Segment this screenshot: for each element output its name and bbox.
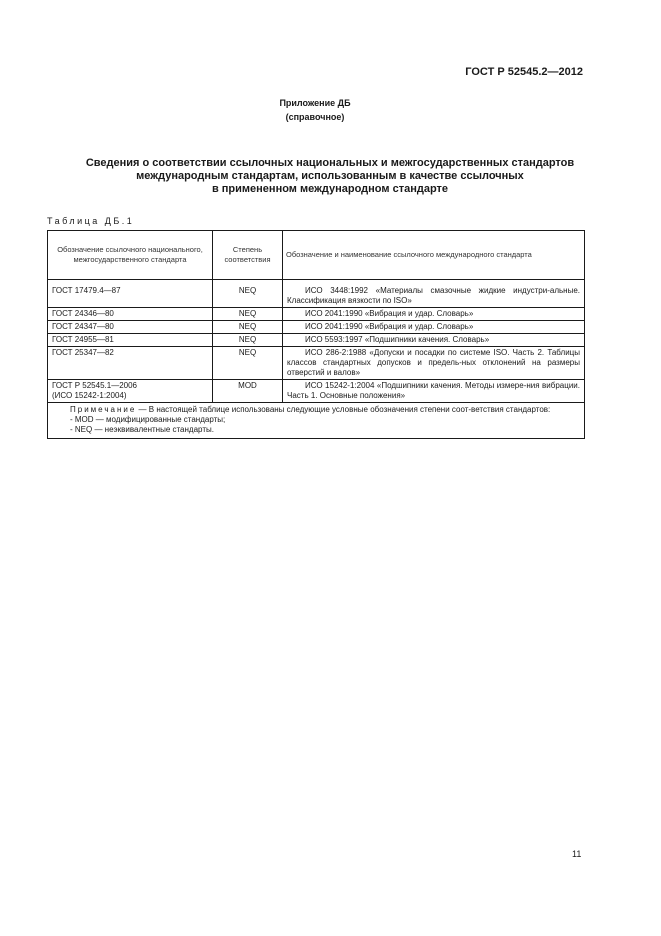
- cell-degree: MOD: [213, 380, 283, 403]
- note-body: — В настоящей таблице использованы следующие условные обозначения степени соот-ветствия стандартов:: [136, 405, 551, 414]
- table-row: [48, 347, 585, 380]
- cell-degree: NEQ: [213, 334, 283, 347]
- cell-international: ИСО 5593:1997 «Подшипники качения. Словарь»: [283, 334, 585, 347]
- cell-standard: ГОСТ 17479.4—87: [48, 280, 213, 308]
- table-note-row: [48, 403, 585, 439]
- table-header-row: [48, 231, 585, 280]
- section-heading: [30, 157, 630, 196]
- cell-standard: [48, 380, 213, 403]
- cell-standard: ГОСТ 24955—81: [48, 334, 213, 347]
- note-item: - MOD — модифицированные стандарты;: [70, 415, 226, 424]
- appendix-subtitle: (справочное): [285, 112, 345, 122]
- table-row: [48, 280, 585, 308]
- table-label: Таблица ДБ.1: [47, 216, 135, 226]
- table-note: [48, 403, 585, 439]
- cell-international: ИСО 286-2:1988 «Допуски и посадки по системе ISO. Часть 2. Таблицы классов стандартных допусков и предель-ных отклонений на размеры отверстий и валов»: [283, 347, 585, 380]
- header-international-standard: Обозначение и наименование ссылочного международного стандарта: [283, 231, 585, 280]
- cell-degree: NEQ: [213, 347, 283, 380]
- cell-international: ИСО 3448:1992 «Материалы смазочные жидкие индустри-альные. Классификация вязкости по ISO»: [283, 280, 585, 308]
- table-row: [48, 321, 585, 334]
- cell-international: ИСО 2041:1990 «Вибрация и удар. Словарь»: [283, 321, 585, 334]
- cell-standard-line-2: (ИСО 15242-1:2004): [52, 391, 127, 400]
- correspondence-table: [47, 230, 585, 439]
- cell-degree: NEQ: [213, 308, 283, 321]
- cell-standard: ГОСТ 25347—82: [48, 347, 213, 380]
- table-row: [48, 334, 585, 347]
- cell-international: ИСО 15242-1:2004 «Подшипники качения. Методы измере-ния вибрации. Часть 1. Основные положения»: [283, 380, 585, 403]
- table-row: [48, 380, 585, 403]
- heading-line-3: в примененном международном стандарте: [211, 183, 449, 195]
- cell-standard: ГОСТ 24347—80: [48, 321, 213, 334]
- heading-line-2: международным стандартам, использованным в качестве ссылочных: [136, 170, 524, 182]
- cell-standard: ГОСТ 24346—80: [48, 308, 213, 321]
- cell-degree: NEQ: [213, 280, 283, 308]
- appendix-title: Приложение ДБ: [279, 98, 351, 108]
- page-number: 11: [572, 849, 582, 859]
- header-degree: Степень соответствия: [213, 231, 283, 280]
- cell-degree: NEQ: [213, 321, 283, 334]
- cell-standard-line-1: ГОСТ Р 52545.1—2006: [52, 381, 137, 390]
- heading-line-1: Сведения о соответствии ссылочных национальных и межгосударственных стандартов: [85, 157, 575, 169]
- document-code: ГОСТ Р 52545.2—2012: [465, 66, 583, 78]
- appendix-block: [0, 96, 630, 124]
- cell-international: ИСО 2041:1990 «Вибрация и удар. Словарь»: [283, 308, 585, 321]
- note-text: [56, 405, 578, 415]
- header-national-standard: Обозначение ссылочного национального, межгосударственного стандарта: [48, 231, 213, 280]
- table-row: [48, 308, 585, 321]
- note-label: Примечание: [70, 405, 137, 414]
- note-item: - NEQ — неэквивалентные стандарты.: [70, 425, 214, 434]
